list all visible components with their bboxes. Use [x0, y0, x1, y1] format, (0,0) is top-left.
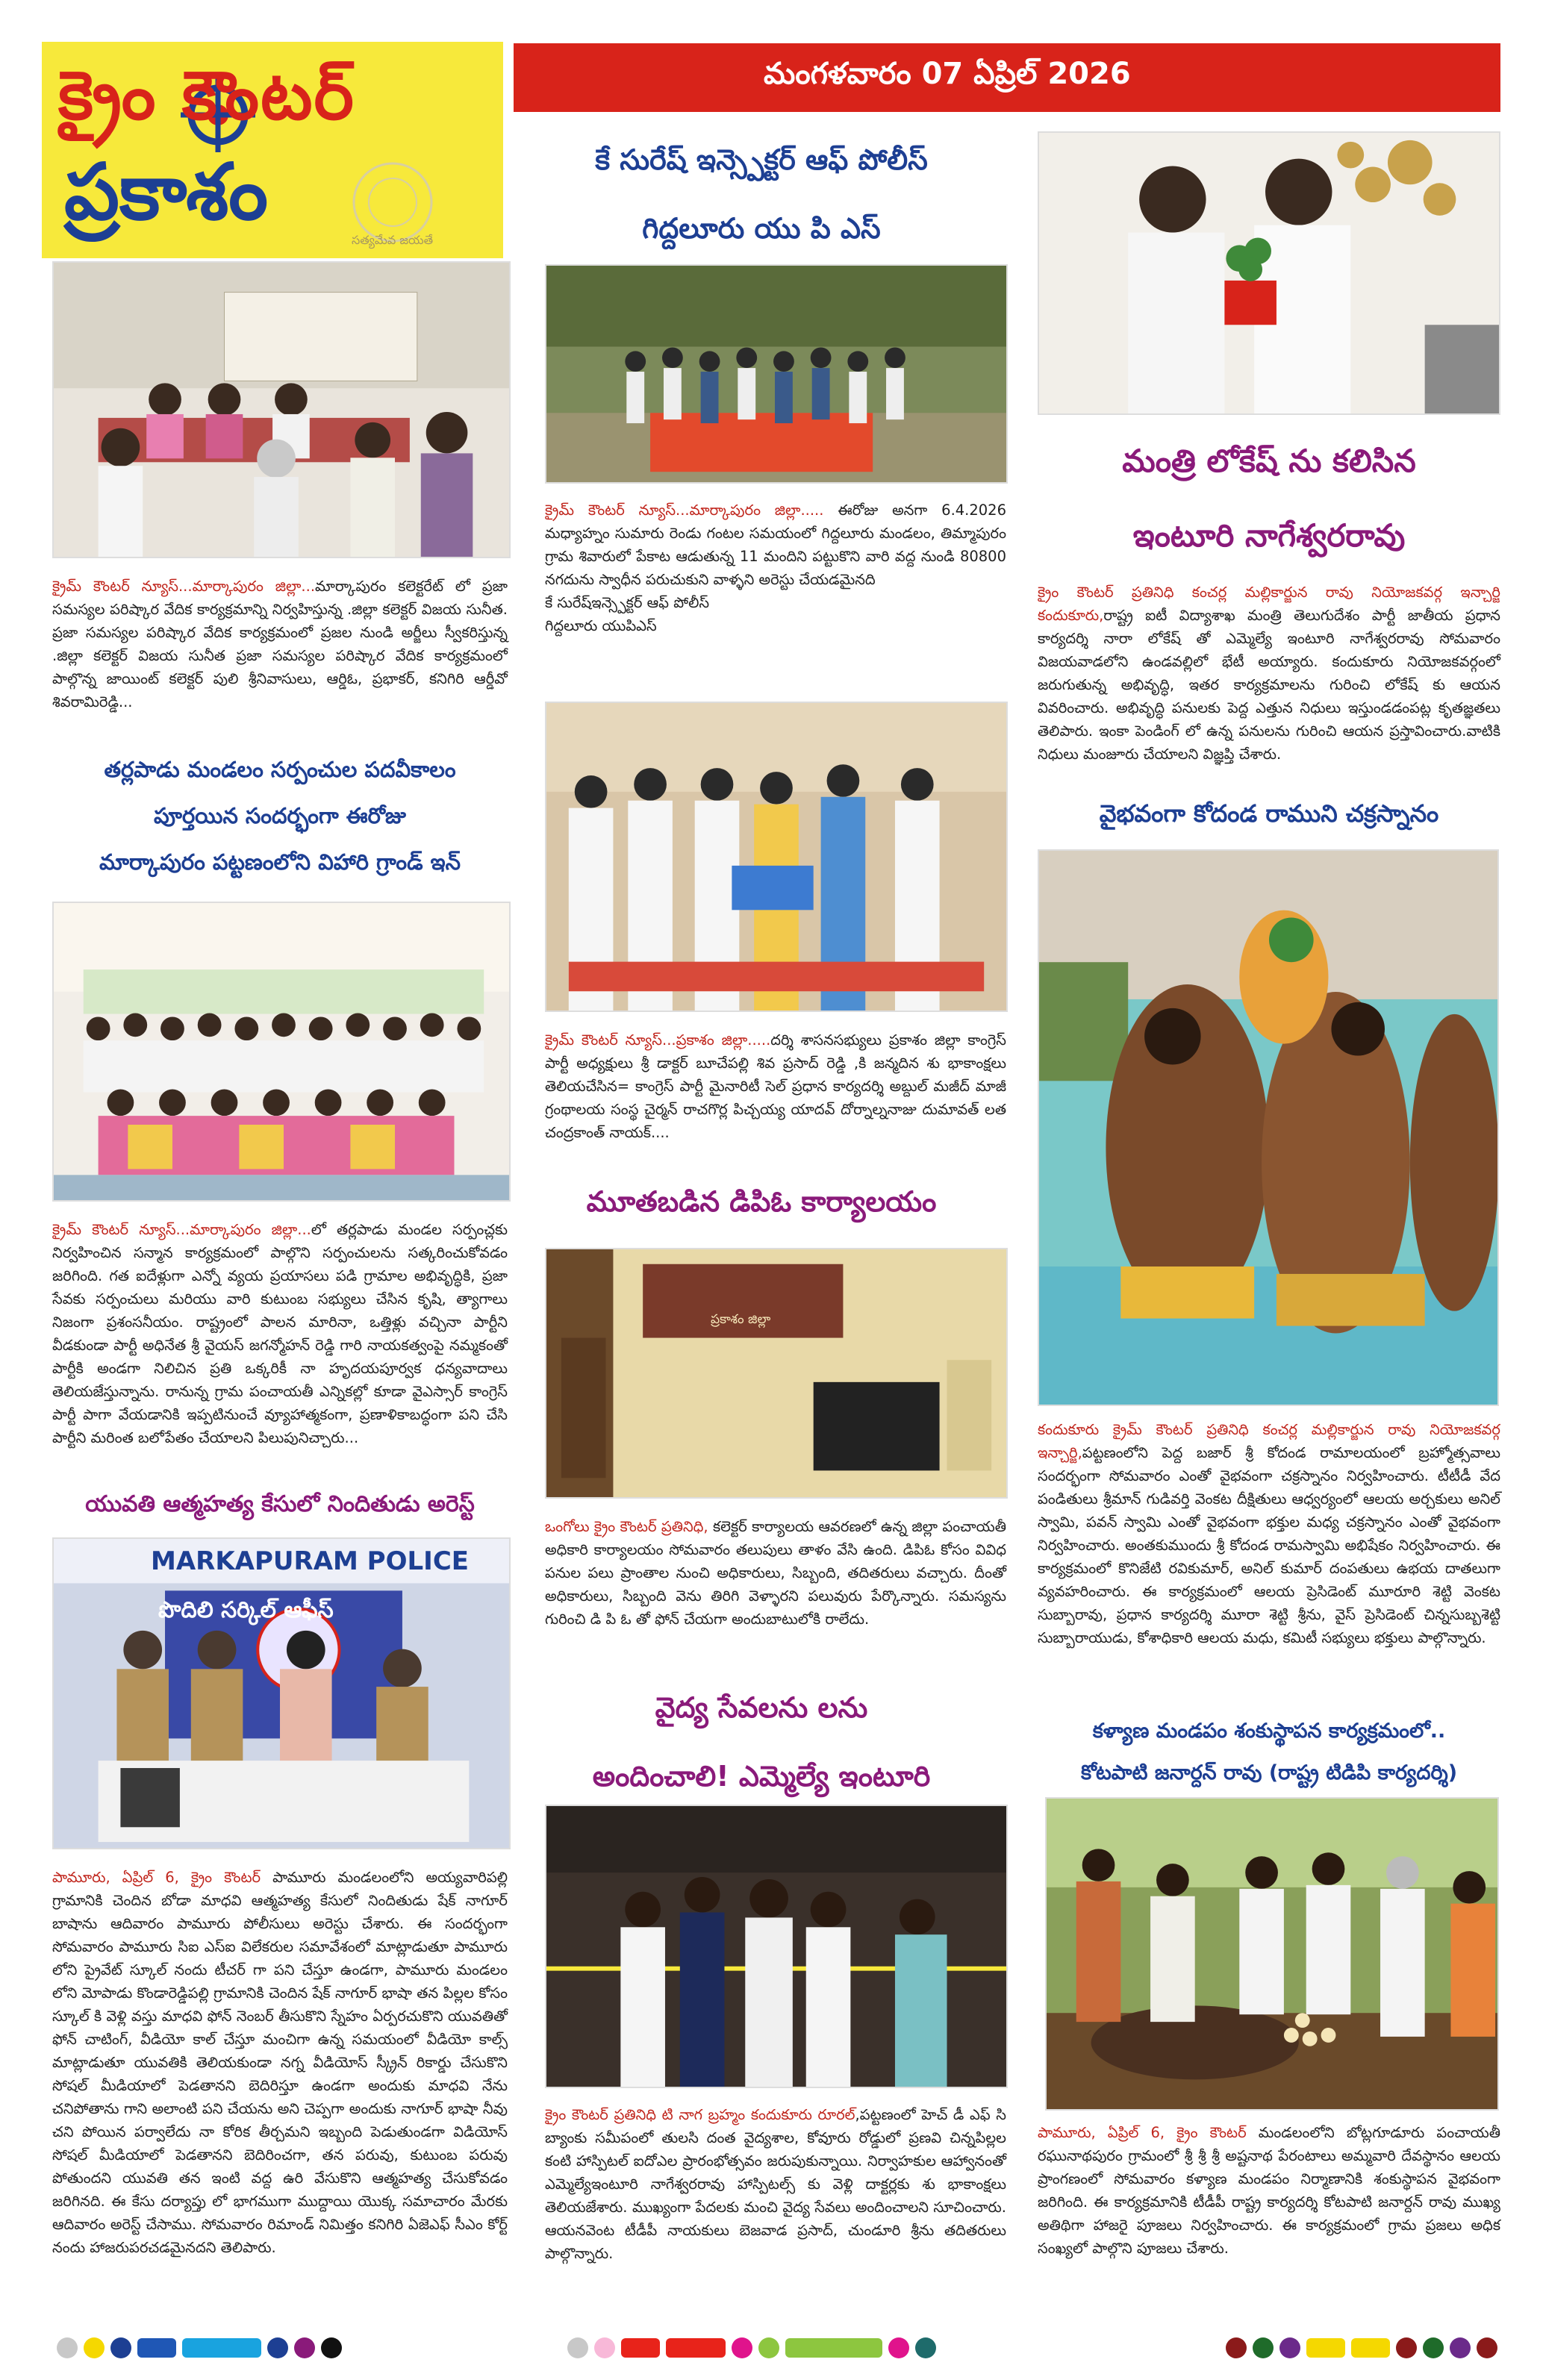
registration-bar	[1306, 2338, 1345, 2358]
photo-hospital-opening	[545, 1805, 1008, 2088]
police-banner-text: MARKAPURAM POLICE	[151, 1546, 469, 1576]
story-arrest-lead: పామూరు, ఏప్రిల్ 6, క్రైం కౌంటర్	[52, 1869, 261, 1886]
story-sarpanch-text: లో తర్లపాడు మండల సర్పంచ్లకు నిర్వహించిన సన్మాన కార్యక్రమంలో పాల్గొని సర్పంచులను సత్కరించుకోవడం జరిగింది. గత ఐదేళ్లుగా ఎన్నో వ్యయ ప్రయాసలు పడి గ్రామాల అభివృద్ధికి, ప్రజా సేవకు సర్పంచులు మరియు వారి కుటుంబ సభ్యులు చేసిన కృషి, త్యాగాలు నిజంగా ప్రశంసనీయం. రాష్ట్రంలో పాలన మారినా, ఒత్తిళ్లు వచ్చినా పార్టీని వీడకుండా పార్టీ అధినేత శ్రీ వైయస్ జగన్మోహన్ రెడ్డి గారి నాయకత్వంపై నమ్మకంతో పార్టీకి అండగా నిలిచిన ప్రతి ఒక్కరికీ నా హృదయపూర్వక ధన్యవాదాలు తెలియజేస్తున్నాను. రానున్న గ్రామ పంచాయతీ ఎన్నికల్లో కూడా వైఎస్సార్ కాంగ్రెస్ పార్టీ పాగా వేయడానికి ఇప్పటినుంచే వ్యూహాత్మకంగా, ప్రణాళికాబద్ధంగా పని చేసి పార్టీని మరింత బలోపేతం చేయాలని పిలుపునిచ్చారు...	[52, 1221, 508, 1446]
registration-dot	[267, 2337, 288, 2358]
headline-chakrasnanam: వైభవంగా కోదండ రాముని చక్రస్నానం	[1099, 799, 1439, 828]
brand-crime-counter: క్రైం కౌంటర్	[58, 57, 355, 135]
registration-dot	[84, 2337, 105, 2358]
story-sarpanch-lead: క్రైమ్ కౌంటర్ న్యూస్...మార్కాపురం జిల్లా...	[52, 1221, 311, 1238]
story-chakrasnanam	[1038, 1418, 1500, 1649]
story-hospital-lead: క్రైం కౌంటర్ ప్రతినిధి టి నాగ బ్రహ్మం కందుకూరు రూరల్	[545, 2106, 855, 2123]
registration-dot	[1477, 2337, 1497, 2358]
story-gambling-lead: క్రైమ్ కౌంటర్ న్యూస్...మార్కాపురం జిల్లా.....	[545, 502, 824, 519]
masthead-logo	[42, 42, 503, 258]
headline-suresh-line2: గిద్దలూరు యు పి ఎస్	[642, 212, 881, 245]
headline-medical-line1: వైద్య సేవలను లను	[655, 1691, 868, 1724]
photo-dpo-office	[545, 1248, 1008, 1499]
story-foundation-lead: పామూరు, ఏప్రిల్ 6, క్రైం కౌంటర్	[1038, 2124, 1247, 2141]
story-foundation-text: మండలంలోని బోట్లగూడూరు పంచాయతీ రఘునాథపురం గ్రామంలో శ్రీ శ్రీ శ్రీ అష్టనాథ పేరంటాలు అమ్మవారి దేవస్థానం ఆలయ ప్రాంగణంలో సోమవారం కళ్యాణ మండపం నిర్మాణానికి శంకుస్థాపన వైభవంగా జరిగింది. ఈ కార్యక్రమానికి టీడీపీ రాష్ట్ర కార్యదర్శి కోటపాటి జనార్దన్ రావు ముఖ్య అతిథిగా హాజరై పూజలు నిర్వహించారు. ఈ కార్యక్రమంలో గ్రామ ప్రజలు అధిక సంఖ్యలో పాల్గొని పూజలు చేశారు.	[1038, 2124, 1500, 2257]
registration-bar	[1351, 2338, 1390, 2358]
story-grievance-text: మార్కాపురం కలెక్టరేట్ లో ప్రజా సమస్యల పరిష్కార వేదిక కార్యక్రమాన్ని నిర్వహిస్తున్న .జిల్లా కలెక్టర్ విజయ సునీత. ప్రజా సమస్యల పరిష్కార వేదిక కార్యక్రమంలో ప్రజల నుండి అర్జీలు స్వీకరిస్తున్న .జిల్లా కలెక్టర్ విజయ సునీత ప్రజా సమస్యల పరిష్కార వేదిక కార్యక్రమంలో పాల్గొన్న జాయింట్ కలెక్టర్ పులి శ్రీనివాసులు, ఆర్డిఓ, ప్రభాకర్, కనిగిరి ఆర్డీవో శివరామిరెడ్డి...	[52, 578, 508, 710]
registration-dot	[57, 2337, 78, 2358]
story-birthday	[545, 1028, 1006, 1144]
registration-dot	[594, 2337, 615, 2358]
headline-sarpanch-line3: మార్కాపురం పట్టణంలోని విహారి గ్రాండ్ ఇన్	[99, 849, 461, 875]
photo-sarpanch-felicitation	[52, 902, 511, 1202]
registration-marks-middle	[567, 2336, 936, 2360]
story-gambling-sign1: కే సురేష్ఇన్స్పెక్టర్ ఆఫ్ పోలీస్	[545, 594, 710, 611]
headline-kalyana-line1: కళ్యాణ మండపం శంకుస్థాపన కార్యక్రమంలో..	[1092, 1720, 1446, 1743]
photo-chakrasnanam	[1038, 849, 1499, 1406]
story-dpo-lead: ఒంగోలు క్రైం కౌంటర్ ప్రతినిధి,	[545, 1518, 708, 1535]
registration-bar	[182, 2338, 261, 2358]
headline-lokesh-line2: ఇంటూరి నాగేశ్వరరావు	[1132, 517, 1406, 554]
registration-bar	[137, 2338, 176, 2358]
office-board-text: ప్రకాశం జిల్లా	[711, 1312, 771, 1327]
story-arrest-text: పామూరు మండలంలోని అయ్యవారిపల్లి గ్రామానికి చెందిన బోడా మాధవి ఆత్మహత్య కేసులో నిందితుడు షేక్ నాగూర్ బాషాను ఆదివారం పామూరు పోలీసులు అరెస్టు చేశారు. ఈ సందర్భంగా సోమవారం పామూరు సిఐ ఎస్ఐ విలేకరుల సమావేశంలో మాట్లాడుతూ పామూరు లోని ప్రైవేట్ స్కూల్ నందు టీచర్ గా పని చేస్తూ ఉండగా, పామూరు మండలం లోని మోపాడు కొండారెడ్డిపల్లి గ్రామానికి చెందిన షేక్ నాగూర్ భాషా తన పిల్లల కోసం స్కూల్ కి వెళ్లి వస్తు మాధవి ఫోన్ నెంబర్ తీసుకొని స్నేహం ఏర్పరచుకొని యువతితో ఫోన్ చాటింగ్, వీడియో కాల్ చేస్తూ మంచిగా ఉన్న సమయంలో వీడియో కాల్స్ మాట్లాడుతూ యువతికి తెలియకుండా నగ్న వీడియోస్ స్క్రీన్ రికార్డు చేసుకొని సోషల్ మీడియాలో పెడతానని బెదిరిస్తూ ఉండగా అందుకు మాధవి నేను చనిపోతాను గాని అలాంటి పని చేయను అని చెప్పగా అందుకు నాగూర్ భాషా నీవు చని పోయిన పర్వాలేదు నా కోరిక తీర్చమని ఇబ్బంది పెడుతుండగా విడియోస్ సోషల్ మీడియాలో పెడతానని బెదిరించగా, తన పరువు, కుటుంబ పరువు పోతుందని యువతి తన ఇంటి వద్ద ఉరి వేసుకొని ఆత్మహత్య చేసుకోవడం జరిగినది. ఈ కేసు దర్యాప్తు లో భాగముగా ముద్దాయి యొక్క సమాచారం మేరకు ఆదివారం అరెస్ట్ చేసాము. సోమవారం రిమాండ్ నిమిత్తం కనిగిరి ఏజెఎఫ్ సీఎం కోర్ట్ నందు హాజరుపరచడమైనదని తెలిపారు.	[52, 1869, 508, 2256]
registration-dot	[758, 2337, 779, 2358]
registration-dot	[110, 2337, 131, 2358]
registration-dot	[321, 2337, 342, 2358]
registration-dot	[1423, 2337, 1444, 2358]
story-gambling-text: ఈరోజు అనగా 6.4.2026 మధ్యాహ్నం సుమారు రెండు గంటల సమయంలో గిద్దలూరు మండలం, తిమ్మాపురం గ్రామ శివారులో పేకాట ఆడుతున్న 11 మందిని పట్టుకొని వారి వద్ద నుండి 80800 నగదును స్వాధీన పరుచుకుని వాళ్ళని అరెస్టు చేయడమైనది	[545, 502, 1006, 588]
registration-dot	[567, 2337, 588, 2358]
headline-sarpanch-line2: పూర్తయిన సందర్భంగా ఈరోజు	[154, 803, 406, 828]
story-arrest	[52, 1866, 508, 2259]
registration-dot	[915, 2337, 936, 2358]
headline-lokesh-line1: మంత్రి లోకేష్ ను కలిసిన	[1122, 443, 1416, 479]
brand-tagline: సత్యమేవ జయతే	[352, 233, 434, 247]
story-lokesh	[1038, 581, 1500, 766]
registration-dot	[1253, 2337, 1274, 2358]
headline-medical	[523, 1673, 1000, 1811]
registration-bar	[666, 2338, 726, 2358]
registration-dot	[888, 2337, 909, 2358]
registration-dot	[294, 2337, 315, 2358]
photo-lokesh-meeting	[1038, 131, 1500, 415]
headline-arrest: యువతి ఆత్మహత్య కేసులో నిందితుడు అరెస్ట్	[85, 1491, 475, 1517]
registration-dot	[1226, 2337, 1247, 2358]
brand-prakasam: ప్రకాశం	[64, 146, 269, 237]
police-circle-sign: పొదిలి సర్కిల్ ఆఫీస్	[158, 1597, 334, 1623]
photo-foundation-ceremony	[1045, 1797, 1499, 2111]
registration-dot	[1450, 2337, 1471, 2358]
story-dpo-text: కలెక్టర్ కార్యాలయ ఆవరణలో ఉన్న జిల్లా పంచాయతీ అధికారి కార్యాలయం సోమవారం తలుపులు తాళం వేసి ఉంది. డిపిఓ కోసం వివిధ పనుల పలు ప్రాంతాల నుంచి అధికారులు, సిబ్బంది, తదితరులు వచ్చారు. దీంతో అధికారులు, సిబ్బంది వెను తిరిగి వెళ్ళారని పలువురు పేర్కొన్నారు. సమస్యను గురించి డి పి ఓ తో ఫోన్ చేయగా అందుబాటులోకి రాలేదు.	[545, 1518, 1007, 1628]
registration-dot	[1396, 2337, 1417, 2358]
story-grievance-lead: క్రైమ్ కౌంటర్ న్యూస్...మార్కాపురం జిల్లా...	[52, 578, 316, 595]
story-lokesh-text: రాష్ట్ర ఐటీ విద్యాశాఖ మంత్రి తెలుగుదేశం పార్టీ జాతీయ ప్రధాన కార్యదర్శి నారా లోకేష్ తో ఎమ్మెల్యే ఇంటూరి నాగేశ్వరరావు సోమవారం విజయవాడలోని ఉండవల్లిలో భేటీ అయ్యారు. కందుకూరు నియోజకవర్గంలో జరుగుతున్న అభివృద్ధి, ఇతర కార్యక్రమాలను గురించి లోకేష్ కు ఆయన వివరించారు. అభివృద్ధి పనులకు పెద్ద ఎత్తున నిధులు ఇస్తుండడంపట్ల కృతజ్ఞతలు తెలిపారు. ఇంకా పెండింగ్ లో ఉన్న పనులను గురించి ఆయన ప్రస్తావించారు.వాటికి నిధులు మంజూరు చేయాలని విజ్ఞప్తి చేశారు.	[1038, 607, 1500, 763]
photo-birthday-wishes	[545, 702, 1008, 1012]
story-chakrasnanam-lead: కందుకూరు క్రైమ్ కౌంటర్ ప్రతినిధి కంచర్ల మల్లికార్జున రావు నియోజకవర్గ ఇన్చార్జి,	[1038, 1421, 1500, 1461]
story-gambling-sign2: గిద్దలూరు యుపిఎస్	[545, 617, 657, 634]
registration-dot	[1279, 2337, 1300, 2358]
story-hospital-text: ,పట్టణంలో హెచ్ డీ ఎఫ్ సి బ్యాంకు సమీపంలో తులసి దంత వైద్యశాల, కోవూరు రోడ్డులో ప్రణవి చిన్నపిల్లల కంటి హాస్పిటల్ ఐదోఎల ప్రారంభోత్సవం జరుపుకున్నాయి. నిర్వాహకుల ఆహ్వానంతో ఎమ్మెల్యేఇంటూరి నాగేశ్వరరావు హాస్పిటల్స్ కు వెళ్లి దాక్టర్లకు శు భాకాంక్షలు తెలియజేశారు. ముఖ్యంగా పేదలకు మంచి వైద్య సేవలు అందించాలని సూచించారు. ఆయనవెంట టీడీపీ నాయకులు బెజవాడ ప్రసాద్, చుండూరి శ్రీను తదితరులు పాల్గొన్నారు.	[545, 2106, 1006, 2262]
photo-gambling-raid	[545, 264, 1008, 484]
headline-kalyana-line2: కోటపాటి జనార్దన్ రావు (రాష్ట్ర టిడిపి కార్యదర్శి)	[1080, 1761, 1458, 1784]
registration-marks-right	[1226, 2336, 1497, 2360]
story-lokesh-lead: క్రైం కౌంటర్ ప్రతినిధి కంచర్ల మల్లికార్జున రావు నియోజకవర్గ ఇన్చార్జి కందుకూరు,	[1038, 584, 1500, 624]
registration-marks-left	[57, 2336, 342, 2360]
registration-bar	[621, 2338, 660, 2358]
headline-medical-line2: అందించాలి! ఎమ్మెల్యే ఇంటూరి	[592, 1760, 931, 1793]
story-birthday-text: దర్శి శాసనసభ్యులు ప్రకాశం జిల్లా కాంగ్రెస్ పార్టీ అధ్యక్షులు శ్రీ డాక్టర్ బూచేపల్లి శివ ప్రసాద్ రెడ్డి ,కి జన్మదిన శు భాకాంక్షలు తెలియచేసిన= కాంగ్రెస్ పార్టీ మైనారిటీ సెల్ ప్రధాన కార్యదర్శి అబ్దుల్ మజీద్ మాజీ గ్రంథాలయ సంస్థ చైర్మన్ రాచగొర్ల పిచ్చయ్య యాదవ్ దోర్నాల్ననాజు దుమావత్ లత చంద్రకాంత్ నాయక్....	[545, 1031, 1006, 1141]
headline-dpo-closed: మూతబడిన డిపిఓ కార్యాలయం	[586, 1185, 937, 1218]
story-grievance	[52, 575, 508, 713]
story-chakrasnanam-text: పట్టణంలోని పెద్ద బజార్ శ్రీ కోదండ రామాలయంలో బ్రహ్మోత్సవాలు సందర్భంగా సోమవారం ఎంతో వైభవంగా చక్రస్నానం నిర్వహించారు. టీటీడీ వేద పండితులు శ్రీమాన్ గుడివర్తి వెంకట దీక్షితులు ఆధ్వర్యంలో ఆలయ అర్చకులు అనిల్ స్వామి, పవన్ స్వామి ఎంతో వైభవంగా భక్తుల మధ్య చక్రస్నానం ఎంతో వైభవంగా నిర్వహించారు. అంతకుముందు శ్రీ కోదండ రామస్వామి అభిషేకం నిర్వహించారు. ఈ కార్యక్రమంలో కొనిజేటి రవికుమార్, అనిల్ కుమార్ దంపతులు ఉభయ దాతలుగా వ్యవహరించారు. ఈ కార్యక్రమంలో ఆలయ ప్రెసిడెంట్ మూరూరి శెట్టి వెంకట సుబ్బారావు, ప్రధాన కార్యదర్శి మూరా శెట్టి శ్రీను, వైస్ ప్రెసిడెంట్ చిన్నసుబ్బశెట్టి సుబ్బారాయుడు, కోశాధికారి ఆలయ మధు, కమిటీ సభ్యులు భక్తులు పాల్గొన్నారు.	[1038, 1444, 1500, 1646]
story-gambling	[545, 499, 1006, 637]
photo-grievance-meeting	[52, 261, 511, 558]
registration-dot	[732, 2337, 752, 2358]
date-banner	[514, 43, 1500, 112]
headline-suresh-line1: కే సురేష్ ఇన్స్పెక్టర్ ఆఫ్ పోలీస్	[595, 143, 928, 176]
story-birthday-lead: క్రైమ్ కౌంటర్ న్యూస్...ప్రకాశం జిల్లా.....	[545, 1031, 771, 1049]
story-foundation	[1038, 2121, 1500, 2260]
headline-sarpanch-line1: తర్లపాడు మండలం సర్పంచుల పదవీకాలం	[104, 757, 456, 782]
registration-bar	[785, 2338, 882, 2358]
headline-suresh	[523, 125, 1000, 263]
story-hospital	[545, 2103, 1006, 2265]
story-sarpanch	[52, 1218, 508, 1449]
headline-lokesh	[1030, 424, 1508, 573]
story-dpo	[545, 1515, 1006, 1631]
headline-sarpanch	[45, 746, 515, 885]
headline-kalyana-mandapam	[1030, 1711, 1508, 1794]
issue-date: మంగళవారం 07 ఏప్రిల్ 2026	[764, 57, 1131, 91]
photo-police-arrest	[52, 1537, 511, 1849]
